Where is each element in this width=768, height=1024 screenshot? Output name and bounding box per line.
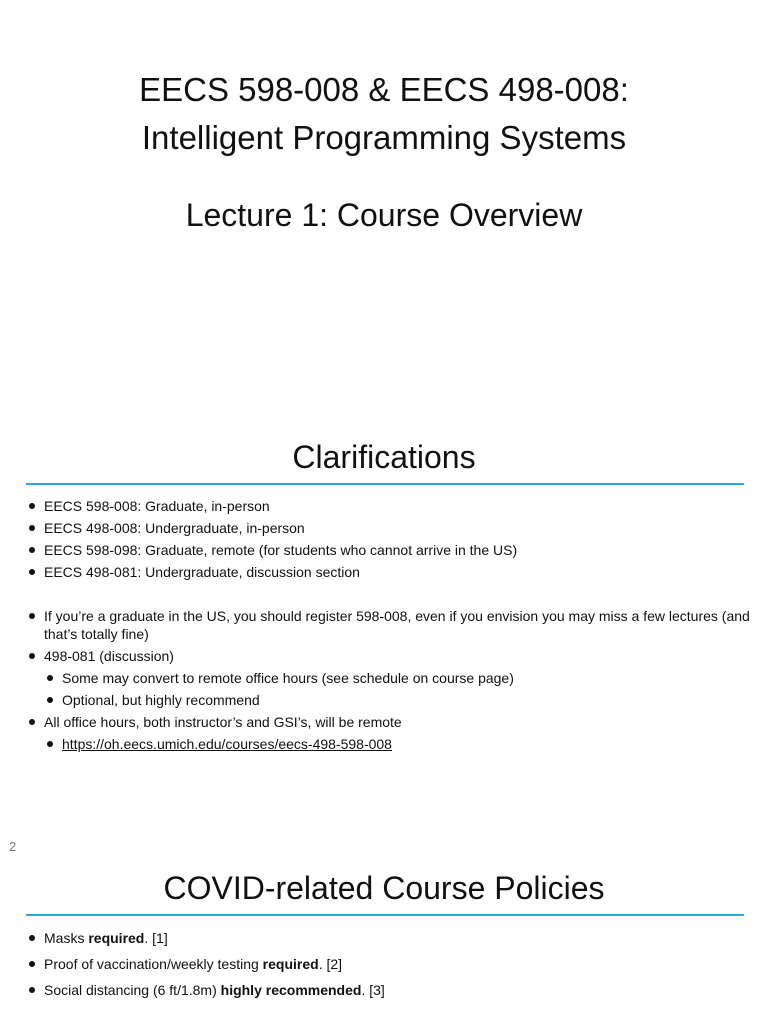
list-item: 498-081 (discussion) xyxy=(26,647,766,665)
list-item: EECS 598-008: Graduate, in-person xyxy=(26,497,766,515)
covid-heading: COVID-related Course Policies xyxy=(163,870,605,906)
lecture-subtitle: Lecture 1: Course Overview xyxy=(185,197,583,233)
list-subitem-link xyxy=(44,735,766,753)
list-item: EECS 598-098: Graduate, remote (for students who cannot arrive in the US) xyxy=(26,541,766,559)
page-number: 2 xyxy=(9,839,17,854)
list-item: Social distancing (6 ft/1.8m) highly recommended. [3] xyxy=(26,981,766,999)
covid-list xyxy=(26,929,766,999)
list-item: If you’re a graduate in the US, you should register 598-008, even if you envision you may miss a few lectures (and that’s totally fine) xyxy=(26,607,766,643)
list-item: Masks required. [1] xyxy=(26,929,766,947)
list-item: All office hours, both instructor’s and GSI’s, will be remote xyxy=(26,713,766,731)
course-title-line-2: Intelligent Programming Systems xyxy=(141,119,627,156)
heading-rule xyxy=(26,914,744,916)
clarifications-list-2 xyxy=(26,607,766,753)
clarifications-list-1 xyxy=(26,497,766,581)
heading-rule xyxy=(26,483,744,485)
course-title-line-1: EECS 598-008 & EECS 498-008: xyxy=(139,71,629,108)
list-item: Proof of vaccination/weekly testing required. [2] xyxy=(26,955,766,973)
list-item: EECS 498-008: Undergraduate, in-person xyxy=(26,519,766,537)
list-subitem: Some may convert to remote office hours (see schedule on course page) xyxy=(44,669,766,687)
list-subitem: Optional, but highly recommend xyxy=(44,691,766,709)
list-item: EECS 498-081: Undergraduate, discussion section xyxy=(26,563,766,581)
office-hours-link[interactable]: https://oh.eecs.umich.edu/courses/eecs-498-598-008 xyxy=(62,736,392,752)
clarifications-heading: Clarifications xyxy=(292,439,476,475)
